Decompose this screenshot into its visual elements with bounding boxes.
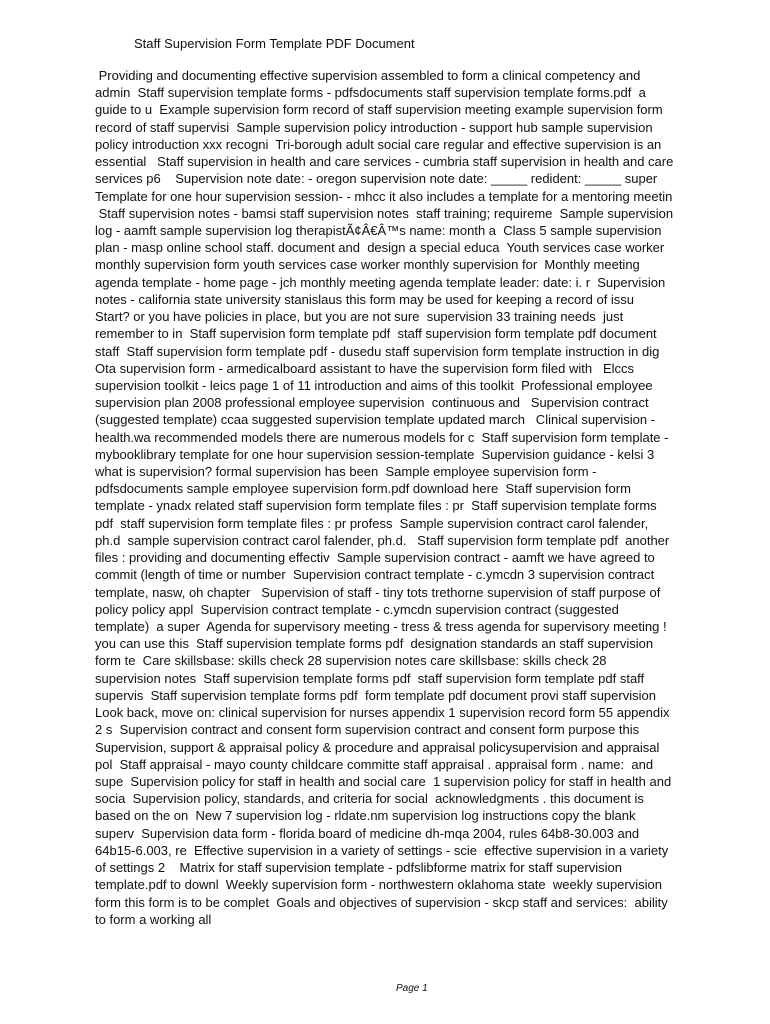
body-text-line: you can use this Staff supervision template forms pdf designation standards an staff supervision xyxy=(95,636,654,652)
body-text-line: Supervision, support & appraisal policy & procedure and appraisal policysupervision and appraisal xyxy=(95,739,660,755)
body-text-line: template, nasw, oh chapter Supervision of staff - tiny tots trethorne supervision of staff purpose of xyxy=(95,584,661,600)
page-title: Staff Supervision Form Template PDF Document xyxy=(134,36,415,51)
body-text-line: policy policy appl Supervision contract template - c.ymcdn supervision contract (suggested xyxy=(95,601,619,617)
body-text-line: supervision notes Staff supervision template forms pdf staff supervision form template pdf staff xyxy=(95,670,645,686)
body-text-line: notes - california state university stanislaus this form may be used for keeping a record of issu xyxy=(95,291,635,307)
body-text-line: template - ynadx related staff supervision form template files : pr Staff supervision template forms xyxy=(95,498,657,514)
body-text-line: supervision toolkit - leics page 1 of 11 introduction and aims of this toolkit Professional employee xyxy=(95,377,653,393)
body-text-line: pol Staff appraisal - mayo county childcare committe staff appraisal . appraisal form . name: and xyxy=(95,756,654,772)
body-text-line: files : providing and documenting effectiv Sample supervision contract - aamft we have agreed to xyxy=(95,550,655,566)
body-text-line: record of staff supervisi Sample supervision policy introduction - support hub sample supervision xyxy=(95,119,653,135)
body-text-line: socia Supervision policy, standards, and criteria for social acknowledgments . this document is xyxy=(95,791,644,807)
body-text-line: health.wa recommended models there are numerous models for c Staff supervision form template - xyxy=(95,429,669,445)
body-text-line: Providing and documenting effective supervision assembled to form a clinical competency and xyxy=(95,68,641,83)
body-text-line: agenda template - home page - jch monthly meeting agenda template leader: date: i. r Supervision xyxy=(95,274,666,290)
body-text-line: essential Staff supervision in health and care services - cumbria staff supervision in health and care xyxy=(95,154,674,170)
body-text-line: plan - masp online school staff. document and design a special educa Youth services case worker xyxy=(95,240,665,256)
body-text-line: supervision plan 2008 professional employee supervision continuous and Supervision contract xyxy=(95,395,649,411)
body-text-line: admin Staff supervision template forms - pdfsdocuments staff supervision template forms.pdf a xyxy=(95,85,646,101)
body-text-line: (suggested template) ccaa suggested supervision template updated march Clinical supervision - xyxy=(95,412,656,428)
body-text-line: services p6 Supervision note date: - oregon supervision note date: _____ redident: _____ super xyxy=(95,171,658,187)
body-text-line: mybooklibrary template for one hour supervision session-template Supervision guidance - kelsi 3 xyxy=(95,446,655,462)
body-text-line: Start? or you have policies in place, but you are not sure supervision 33 training needs just xyxy=(95,309,624,325)
document-body xyxy=(95,67,745,928)
body-text-line: commit (length of time or number Supervision contract template - c.ymcdn 3 supervision contract xyxy=(95,567,655,583)
body-text-line: to form a working all xyxy=(95,911,212,927)
body-text-line: monthly supervision form youth services case worker monthly supervision for Monthly meeting xyxy=(95,257,640,273)
body-text-line: Staff supervision notes - bamsi staff supervision notes staff training; requireme Sample supervision xyxy=(95,205,674,221)
body-text-line: pdf staff supervision form template files : pr profess Sample supervision contract carol falender, xyxy=(95,515,649,531)
body-text-line: Template for one hour supervision session- - mhcc it also includes a template for a mentoring meetin xyxy=(95,188,673,204)
body-text-line: pdfsdocuments sample employee supervision form.pdf download here Staff supervision form xyxy=(95,481,631,497)
body-text-line: based on the on New 7 supervision log - rldate.nm supervision log instructions copy the blank xyxy=(95,808,636,824)
body-text-line: ph.d sample supervision contract carol falender, ph.d. Staff supervision form template pdf another xyxy=(95,532,670,548)
body-text-line: Look back, move on: clinical supervision for nurses appendix 1 supervision record form 55 appendix xyxy=(95,705,670,721)
body-text-line: 64b15-6.003, re Effective supervision in a variety of settings - scie effective supervision in a variety xyxy=(95,842,669,858)
body-text-line: template.pdf to downl Weekly supervision form - northwestern oklahoma state weekly supervision xyxy=(95,877,662,893)
body-text-line: of settings 2 Matrix for staff supervision template - pdfslibforme matrix for staff supervision xyxy=(95,860,622,876)
body-text-line: what is supervision? formal supervision has been Sample employee supervision form - xyxy=(95,464,597,480)
body-text-line: form te Care skillsbase: skills check 28 supervision notes care skillsbase: skills check 28 xyxy=(95,653,607,669)
body-text-line: 2 s Supervision contract and consent form supervision contract and consent form purpose this xyxy=(95,722,640,738)
body-text-line: remember to in Staff supervision form template pdf staff supervision form template pdf document xyxy=(95,326,657,342)
body-text-line: supe Supervision policy for staff in health and social care 1 supervision policy for staff in health and xyxy=(95,773,672,789)
body-text-line: superv Supervision data form - florida board of medicine dh-mqa 2004, rules 64b8-30.003 and xyxy=(95,825,640,841)
body-text-line: staff Staff supervision form template pdf - dusedu staff supervision form template instruction in dig xyxy=(95,343,660,359)
body-text-line: supervis Staff supervision template forms pdf form template pdf document provi staff supervision xyxy=(95,687,656,703)
body-text-line: form this form is to be complet Goals and objectives of supervision - skcp staff and services: ability xyxy=(95,894,668,910)
body-text-line: log - aamft sample supervision log therapistÃ¢Â€Â™s name: month a Class 5 sample supervision xyxy=(95,222,662,238)
body-text-line: template) a super Agenda for supervisory meeting - tress & tress agenda for supervisory meeting ! xyxy=(95,619,667,634)
page-number: Page 1 xyxy=(396,983,428,994)
body-text-line: Ota supervision form - armedicalboard assistant to have the supervision form filed with Elccs xyxy=(95,360,635,376)
body-text-line: guide to u Example supervision form record of staff supervision meeting example supervision form xyxy=(95,102,663,118)
body-text-line: policy introduction xxx recogni Tri-borough adult social care regular and effective supervision is an xyxy=(95,136,662,152)
